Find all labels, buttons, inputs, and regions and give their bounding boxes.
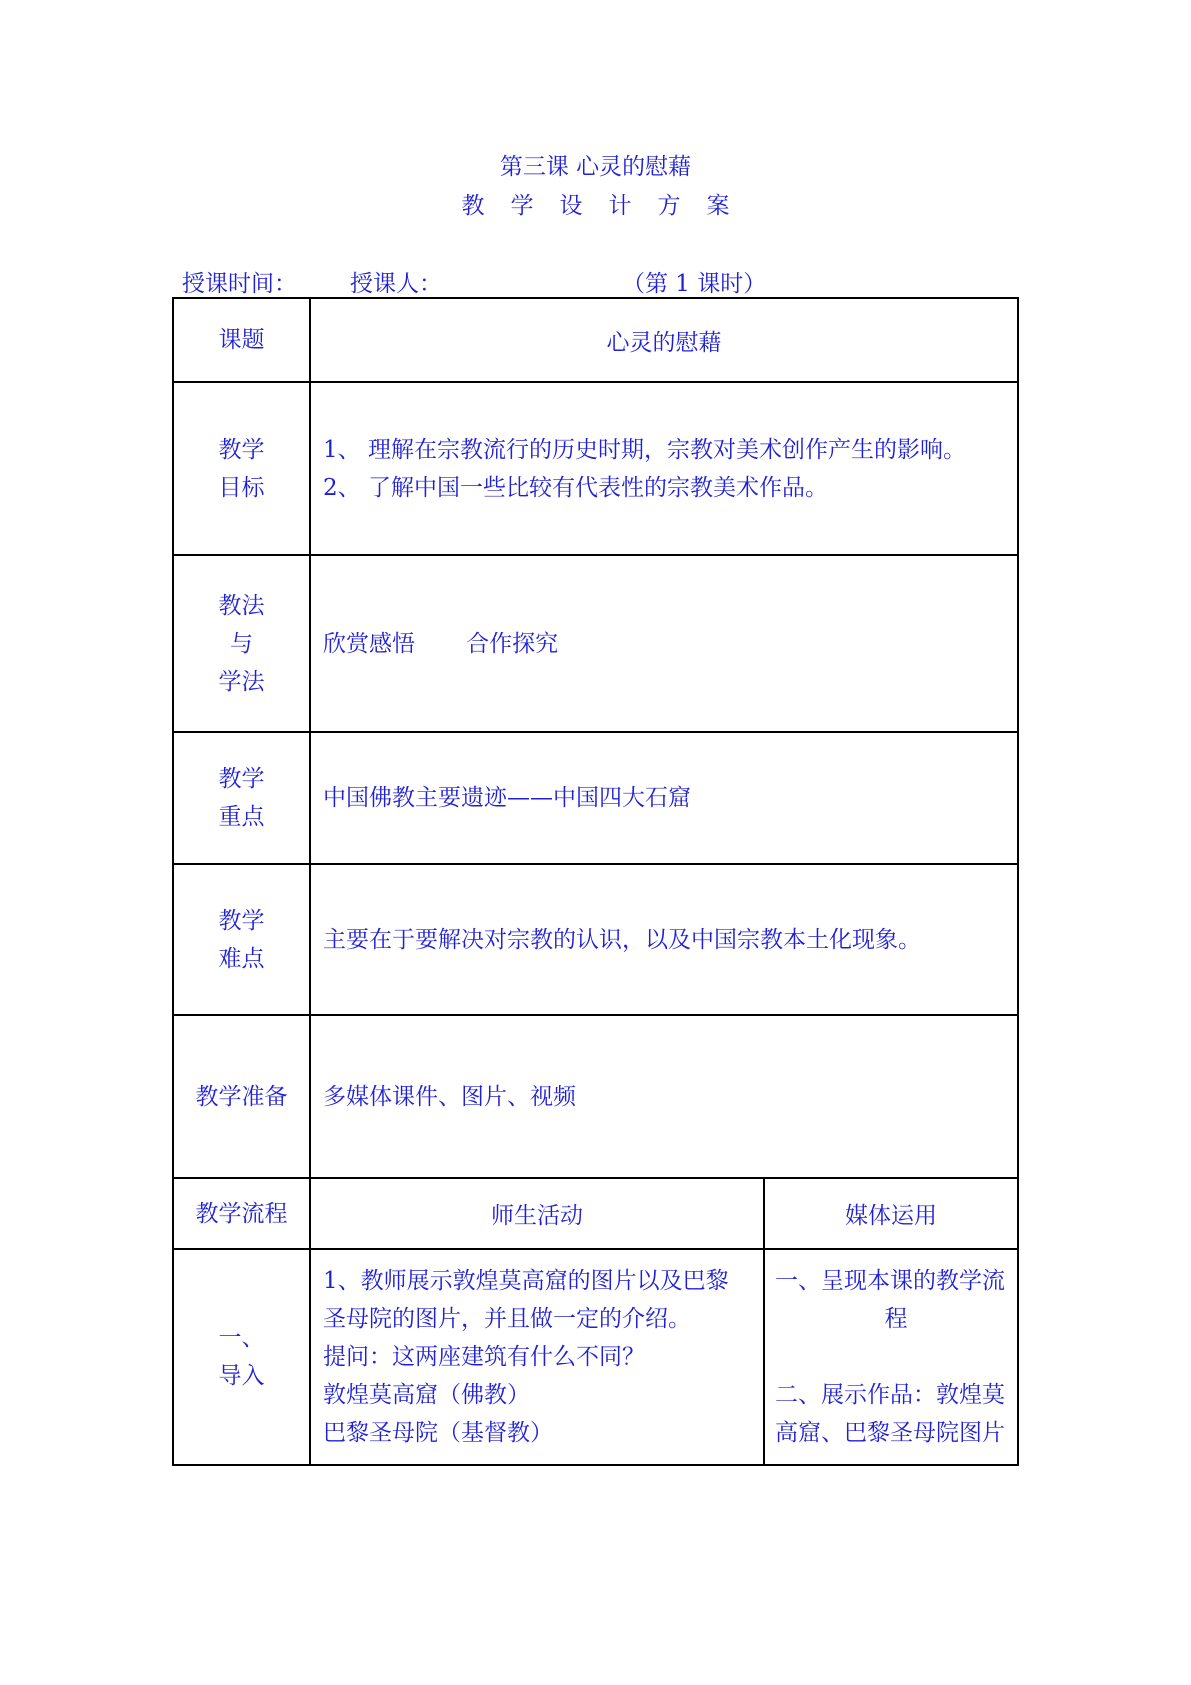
flow-header-activity: 师生活动 [310,1178,764,1249]
methods-label [173,555,310,732]
intro-activity [310,1249,764,1465]
difficulties-label-line: 难点 [218,945,265,972]
row-topic [173,298,1018,382]
methods-label-line: 学法 [218,668,265,695]
key-points-label-line: 重点 [218,804,265,830]
row-difficulties [173,864,1018,1015]
topic-label: 课题 [173,298,310,382]
key-points-label-line: 教学 [218,766,265,792]
key-points-content: 中国佛教主要遗迹——中国四大石窟 [310,732,1018,864]
goals-content [310,382,1018,555]
goal-item: 2、 了解中国一些比较有代表性的宗教美术作品。 [323,474,828,501]
intro-label-line: 一、 [218,1325,265,1351]
key-points-label [173,732,310,864]
goals-label-line: 目标 [218,474,265,501]
topic-content: 心灵的慰藉 [310,298,1018,382]
preparation-content: 多媒体课件、图片、视频 [310,1015,1018,1178]
flow-header-media: 媒体运用 [764,1178,1018,1249]
row-intro [173,1249,1018,1465]
teacher-label: 授课人： [350,271,442,297]
row-preparation [173,1015,1018,1178]
flow-header-process: 教学流程 [173,1178,310,1249]
document-subtitle: 教学设计方案 [461,193,756,219]
intro-media-line: 一、呈现本课的教学流 [775,1268,1005,1294]
row-methods [173,555,1018,732]
intro-activity-line: 巴黎圣母院（基督教） [323,1420,553,1446]
lesson-plan-table [172,297,1019,1466]
lesson-time-label: 授课时间： [182,271,297,297]
preparation-label: 教学准备 [173,1015,310,1178]
intro-media-line: 高窟、巴黎圣母院图片 [775,1420,1005,1446]
intro-activity-line: 圣母院的图片，并且做一定的介绍。 [323,1306,691,1332]
goals-label [173,382,310,555]
methods-content: 欣赏感悟 合作探究 [310,555,1018,732]
methods-label-line: 教法 [218,592,265,619]
intro-media-spacer [775,1338,1017,1376]
intro-media [764,1249,1018,1465]
intro-media-line: 程 [884,1306,908,1332]
difficulties-content: 主要在于要解决对宗教的认识，以及中国宗教本土化现象。 [310,864,1018,1015]
intro-activity-line: 敦煌莫高窟（佛教） [323,1382,530,1408]
intro-label [173,1249,310,1465]
goal-item: 1、 理解在宗教流行的历史时期，宗教对美术创作产生的影响。 [323,436,966,463]
goals-label-line: 教学 [218,436,265,463]
difficulties-label-line: 教学 [218,907,265,934]
intro-label-line: 导入 [218,1363,265,1389]
row-flow-header [173,1178,1018,1249]
intro-activity-line: 1、教师展示敦煌莫高窟的图片以及巴黎 [323,1268,729,1294]
intro-activity-line: 提问：这两座建筑有什么不同？ [323,1344,645,1370]
row-goals [173,382,1018,555]
row-key-points [173,732,1018,864]
methods-label-line: 与 [230,630,253,657]
intro-media-line: 二、展示作品：敦煌莫 [775,1382,1005,1408]
difficulties-label [173,864,310,1015]
lesson-title: 第三课 心灵的慰藉 [499,154,692,180]
lesson-period: （第 1 课时） [622,271,767,297]
